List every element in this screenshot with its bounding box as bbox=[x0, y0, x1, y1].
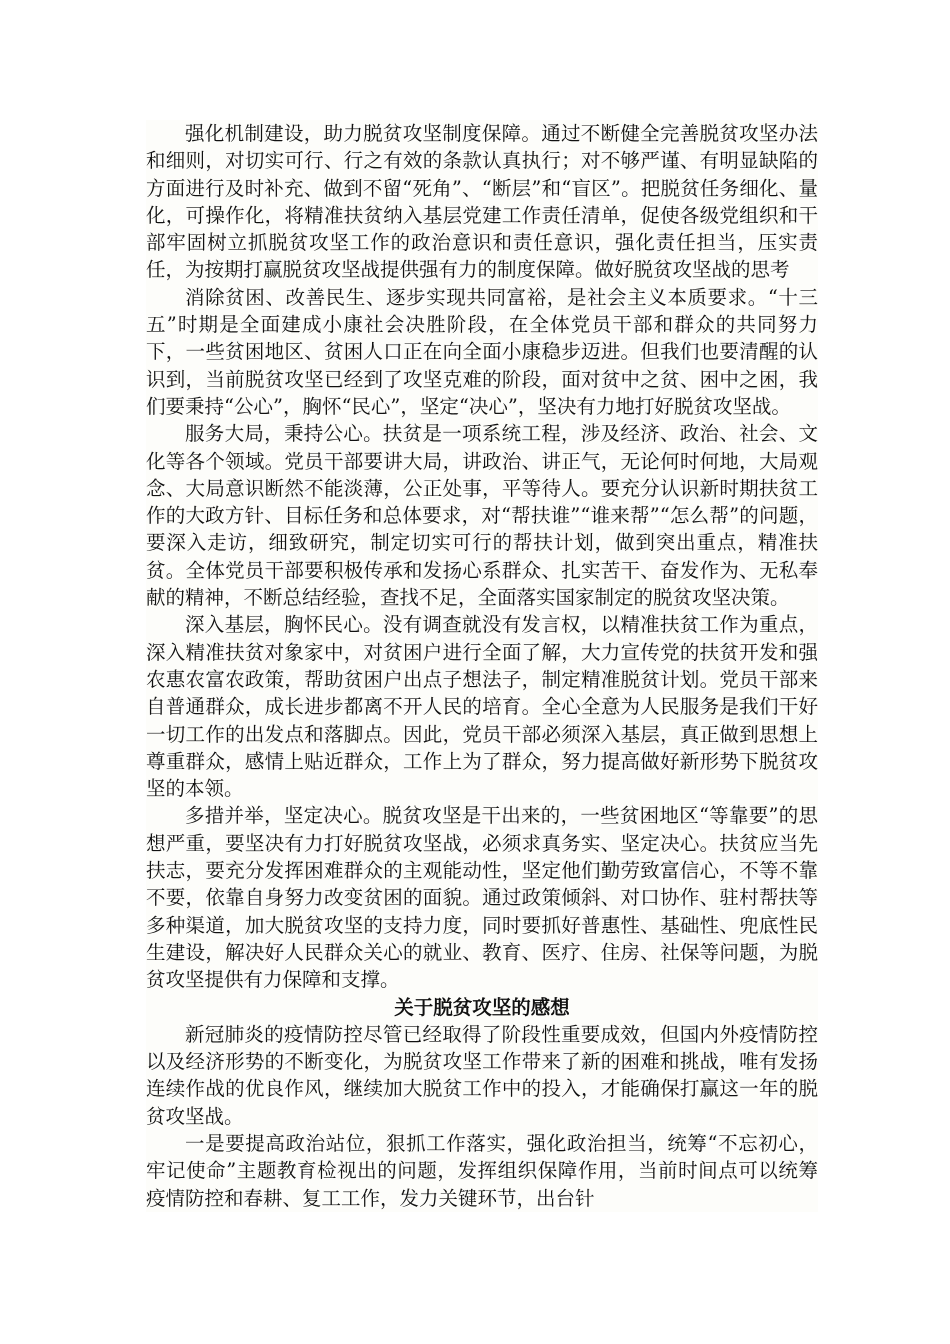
paragraph-covid-impact: 新冠肺炎的疫情防控尽管已经取得了阶段性重要成效，但国内外疫情防控以及经济形势的不断变化，为脱贫攻坚工作带来了新的困难和挑战，唯有发扬连续作战的优良作风，继续加大脱贫工作中的投入，才能确保打赢这一年的脱贫攻坚战。 bbox=[146, 1022, 818, 1128]
paragraph-political-stance: 一是要提高政治站位，狠抓工作落实，强化政治担当，统筹“不忘初心，牢记使命”主题教育检视出的问题，发挥组织保障作用，当前时间点可以统筹疫情防控和春耕、复工工作，发力关键环节，出台针 bbox=[146, 1131, 818, 1210]
paragraph-eliminate-poverty: 消除贫困、改善民生、逐步实现共同富裕，是社会主义本质要求。“十三五”时期是全面建成小康社会决胜阶段，在全体党员干部和群众的共同努力下，一些贫困地区、贫困人口正在向全面小康稳步迈进。但我们也要清醒的认识到，当前脱贫攻坚已经到了攻坚克难的阶段，面对贫中之贫、困中之困，我们要秉持“公心”，胸怀“民心”，坚定“决心”，坚决有力地打好脱贫攻坚战。 bbox=[146, 285, 818, 418]
paragraph-grassroots: 深入基层，胸怀民心。没有调查就没有发言权，以精准扶贫工作为重点，深入精准扶贫对象家中，对贫困户进行全面了解，大力宣传党的扶贫开发和强农惠农富农政策，帮助贫困户出点子想法子，制定精准脱贫计划。党员干部来自普通群众，成长进步都离不开人民的培育。全心全意为人民服务是我们干好一切工作的出发点和落脚点。因此，党员干部必须深入基层，真正做到思想上尊重群众，感情上贴近群众，工作上为了群众，努力提高做好新形势下脱贫攻坚的本领。 bbox=[146, 613, 818, 801]
paragraph-mechanism: 强化机制建设，助力脱贫攻坚制度保障。通过不断健全完善脱贫攻坚办法和细则，对切实可行、行之有效的条款认真执行；对不够严谨、有明显缺陷的方面进行及时补充、做到不留“死角”、“断层”和“盲区”。把脱贫任务细化、量化，可操作化，将精准扶贫纳入基层党建工作责任清单，促使各级党组织和干部牢固树立抓脱贫攻坚工作的政治意识和责任意识，强化责任担当，压实责任，为按期打赢脱贫攻坚战提供强有力的制度保障。做好脱贫攻坚战的思考 bbox=[146, 122, 818, 282]
paragraph-serve-overall: 服务大局，秉持公心。扶贫是一项系统工程，涉及经济、政治、社会、文化等各个领域。党员干部要讲大局，讲政治、讲正气，无论何时何地，大局观念、大局意识断然不能淡薄，公正处事，平等待人。要充分认识新时期扶贫工作的大政方针、目标任务和总体要求，对“帮扶谁”“谁来帮”“怎么帮”的问题，要深入走访，细致研究，制定切实可行的帮扶计划，做到突出重点，精准扶贫。全体党员干部要积极传承和发扬心系群众、扎实苦干、奋发作为、无私奉献的精神，不断总结经验，查找不足，全面落实国家制定的脱贫攻坚决策。 bbox=[146, 422, 818, 610]
section-heading: 关于脱贫攻坚的感想 bbox=[394, 995, 570, 1019]
document-body bbox=[146, 120, 818, 1212]
paragraph-multiple-measures: 多措并举，坚定决心。脱贫攻坚是干出来的，一些贫困地区“等靠要”的思想严重，要坚决有力打好脱贫攻坚战，必须求真务实、坚定决心。扶贫应当先扶志，要充分发挥困难群众的主观能动性，坚定他们勤劳致富信心，不等不靠不要，依靠自身努力改变贫困的面貌。通过政策倾斜、对口协作、驻村帮扶等多种渠道，加大脱贫攻坚的支持力度，同时要抓好普惠性、基础性、兜底性民生建设，解决好人民群众关心的就业、教育、医疗、住房、社保等问题，为脱贫攻坚提供有力保障和支撑。 bbox=[146, 804, 818, 992]
